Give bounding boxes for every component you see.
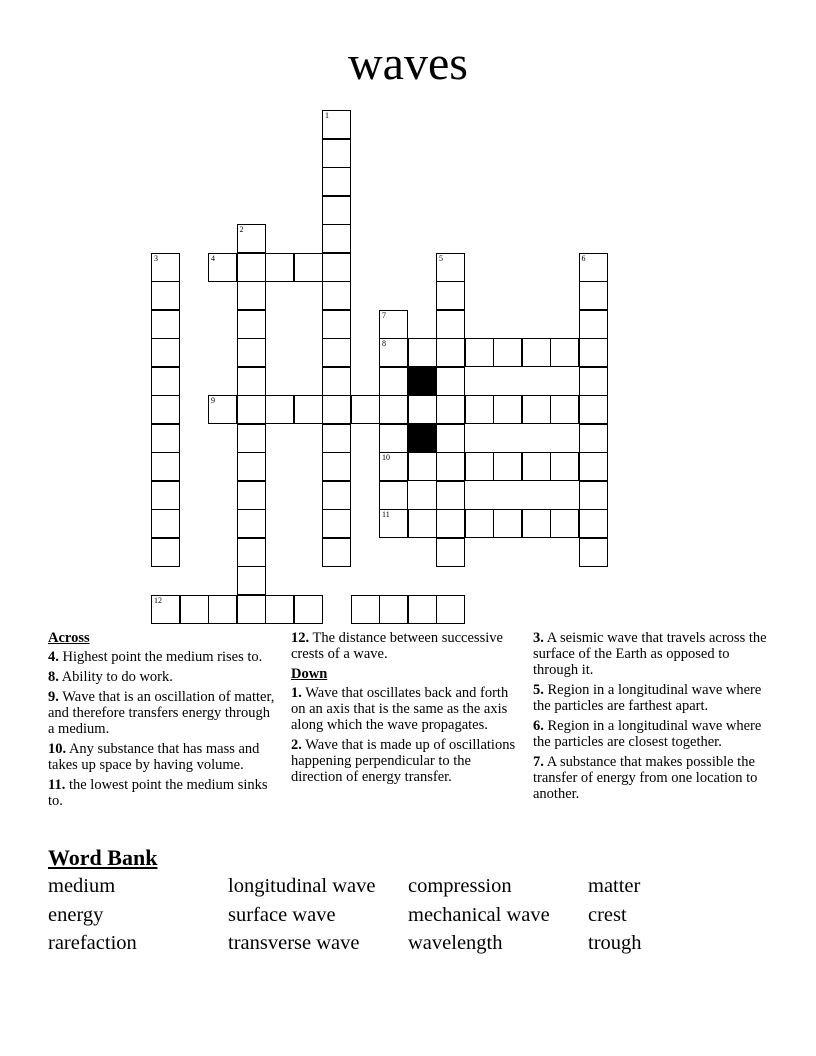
grid-cell[interactable]: [379, 452, 408, 481]
down-heading: Down: [291, 666, 328, 682]
word-bank-item: energy: [48, 903, 104, 926]
grid-cell[interactable]: [322, 338, 351, 367]
grid-cell[interactable]: [465, 452, 494, 481]
grid-cell[interactable]: [151, 509, 180, 538]
grid-cell[interactable]: [579, 509, 608, 538]
clue-across-8: [48, 669, 276, 685]
grid-cell[interactable]: [579, 281, 608, 310]
grid-cell[interactable]: [151, 281, 180, 310]
word-bank-item: medium: [48, 875, 116, 897]
grid-cell[interactable]: [579, 367, 608, 396]
word-bank-item: surface wave: [228, 903, 336, 926]
clue-text: Wave that is an oscillation of matter, and therefore transfers energy through a medium.: [48, 689, 275, 737]
clue-number-label: 12: [154, 595, 162, 605]
grid-cell[interactable]: [208, 595, 237, 624]
clue-across-4: [48, 649, 276, 665]
across-heading: Across: [48, 630, 90, 646]
grid-cell[interactable]: [436, 452, 465, 481]
clue-number: 12.: [291, 630, 310, 646]
grid-cell[interactable]: [151, 595, 180, 624]
clue-text: Region in a longitudinal wave where the particles are farthest apart.: [533, 682, 762, 714]
grid-cell[interactable]: [322, 452, 351, 481]
word-bank-item: longitudinal wave: [228, 875, 376, 897]
grid-cell[interactable]: [322, 167, 351, 196]
clues-column-3: [533, 630, 773, 806]
grid-cell[interactable]: [579, 253, 608, 282]
grid-cell[interactable]: [550, 452, 579, 481]
puzzle-title: waves: [348, 37, 468, 90]
grid-cell[interactable]: [151, 253, 180, 282]
grid-cell[interactable]: [465, 395, 494, 424]
grid-cell[interactable]: [408, 452, 437, 481]
clues-column-2: [291, 630, 519, 789]
grid-cell[interactable]: [237, 224, 266, 253]
grid-cell[interactable]: [322, 395, 351, 424]
grid-cell[interactable]: [322, 110, 351, 139]
clue-text: Wave that is made up of oscillations happening perpendicular to the direction of energy transfer.: [291, 737, 516, 785]
clue-number-label: 8: [382, 339, 386, 348]
clue-down-6: [533, 718, 773, 750]
clue-text: Any substance that has mass and takes up space by having volume.: [48, 741, 260, 773]
grid-cell[interactable]: [322, 139, 351, 168]
grid-cell[interactable]: [322, 481, 351, 510]
clue-number-label: 4: [211, 253, 215, 263]
clue-number-label: 2: [239, 225, 244, 234]
grid-cell[interactable]: [408, 509, 437, 538]
clue-text: Ability to do work.: [61, 669, 173, 685]
grid-cell[interactable]: [322, 509, 351, 538]
clue-text: the lowest point the medium sinks to.: [48, 777, 268, 809]
clue-down-1: [291, 685, 519, 733]
word-bank-item: rarefaction: [48, 932, 137, 954]
word-bank-item: matter: [588, 875, 641, 897]
grid-cell[interactable]: [237, 338, 266, 367]
clue-number: 4.: [48, 649, 59, 665]
clue-number: 8.: [48, 669, 59, 685]
clue-number-label: 7: [382, 310, 386, 320]
word-bank-item: transverse wave: [228, 932, 360, 954]
grid-cell[interactable]: [579, 310, 608, 339]
word-bank-item: mechanical wave: [408, 903, 550, 926]
grid-cell[interactable]: [322, 310, 351, 339]
grid-cell[interactable]: [237, 452, 266, 481]
grid-cell[interactable]: [208, 253, 237, 282]
grid-cell[interactable]: [579, 481, 608, 510]
grid-cell[interactable]: [294, 253, 323, 282]
grid-cell[interactable]: [408, 595, 437, 624]
grid-cell[interactable]: [237, 566, 266, 595]
grid-cell[interactable]: [550, 395, 579, 424]
clue-number: 6.: [533, 718, 544, 734]
grid-cell[interactable]: [579, 452, 608, 481]
black-square: [408, 367, 437, 396]
grid-cell[interactable]: [151, 367, 180, 396]
grid-cell[interactable]: [436, 424, 465, 453]
grid-cell[interactable]: [208, 395, 237, 424]
grid-cell[interactable]: [265, 595, 294, 624]
grid-cell[interactable]: [351, 595, 380, 624]
clue-number-label: 5: [439, 253, 443, 263]
grid-cell[interactable]: [322, 424, 351, 453]
grid-cell[interactable]: [579, 338, 608, 367]
grid-cell[interactable]: [436, 509, 465, 538]
grid-cell[interactable]: [237, 367, 266, 396]
clue-number: 9.: [48, 689, 59, 705]
grid-cell[interactable]: [237, 481, 266, 510]
grid-cell[interactable]: [550, 338, 579, 367]
grid-cell[interactable]: [522, 395, 551, 424]
clue-number-label: 6: [581, 253, 586, 263]
grid-cell[interactable]: [151, 395, 180, 424]
grid-cell[interactable]: [151, 338, 180, 367]
clue-text: Region in a longitudinal wave where the particles are closest together.: [533, 718, 762, 750]
grid-cell[interactable]: [151, 424, 180, 453]
grid-cell[interactable]: [180, 595, 209, 624]
grid-cell[interactable]: [522, 452, 551, 481]
clues-column-1: [48, 630, 276, 813]
grid-cell[interactable]: [408, 338, 437, 367]
clue-text: A seismic wave that travels across the surface of the Earth as opposed to through it.: [533, 630, 767, 678]
grid-cell[interactable]: [294, 595, 323, 624]
clue-number: 11.: [48, 777, 66, 793]
grid-cell[interactable]: [522, 509, 551, 538]
grid-cell[interactable]: [237, 538, 266, 567]
clue-down-2: [291, 737, 519, 785]
grid-cell[interactable]: [237, 281, 266, 310]
grid-cell[interactable]: [379, 595, 408, 624]
grid-cell[interactable]: [579, 395, 608, 424]
clue-text: The distance between successive crests of a wave.: [291, 630, 503, 662]
word-bank-item: crest: [588, 903, 627, 926]
grid-cell[interactable]: [322, 281, 351, 310]
grid-cell[interactable]: [436, 595, 465, 624]
grid-cell[interactable]: [436, 367, 465, 396]
grid-cell[interactable]: [379, 509, 408, 538]
clue-across-11: [48, 777, 276, 809]
clue-number-label: 11: [382, 510, 390, 519]
grid-cell[interactable]: [465, 509, 494, 538]
grid-cell[interactable]: [436, 253, 465, 282]
clue-text: A substance that makes possible the transfer of energy from one location to another.: [533, 754, 758, 802]
clue-text: Wave that oscillates back and forth on an axis that is the same as the axis along which the wave propagates.: [291, 685, 509, 733]
grid-cell[interactable]: [322, 196, 351, 225]
grid-cell[interactable]: [550, 509, 579, 538]
grid-cell[interactable]: [408, 395, 437, 424]
clue-number: 1.: [291, 685, 302, 701]
word-bank-item: wavelength: [408, 932, 503, 954]
clue-down-7: [533, 754, 773, 802]
grid-cell[interactable]: [379, 367, 408, 396]
grid-cell[interactable]: [322, 253, 351, 282]
grid-cell[interactable]: [436, 281, 465, 310]
grid-cell[interactable]: [379, 424, 408, 453]
grid-cell[interactable]: [322, 224, 351, 253]
grid-cell[interactable]: [379, 338, 408, 367]
grid-cell[interactable]: [237, 310, 266, 339]
clue-number: 2.: [291, 737, 302, 753]
clue-number: 10.: [48, 741, 67, 757]
grid-cell[interactable]: [436, 310, 465, 339]
clue-down-3: [533, 630, 773, 678]
grid-cell[interactable]: [379, 310, 408, 339]
grid-cell[interactable]: [151, 452, 180, 481]
grid-cell[interactable]: [294, 395, 323, 424]
grid-cell[interactable]: [237, 509, 266, 538]
grid-cell[interactable]: [436, 481, 465, 510]
grid-cell[interactable]: [579, 424, 608, 453]
black-square: [408, 424, 437, 453]
grid-cell[interactable]: [151, 481, 180, 510]
clue-number: 7.: [533, 754, 544, 770]
grid-cell[interactable]: [237, 595, 266, 624]
grid-cell[interactable]: [265, 395, 294, 424]
clue-text: Highest point the medium rises to.: [62, 649, 263, 665]
grid-cell[interactable]: [322, 538, 351, 567]
clue-across-10: [48, 741, 276, 773]
grid-cell[interactable]: [436, 338, 465, 367]
clue-across-12: [291, 630, 519, 662]
grid-cell[interactable]: [237, 253, 266, 282]
grid-cell[interactable]: [436, 538, 465, 567]
word-bank-title: Word Bank: [48, 845, 158, 870]
grid-cell[interactable]: [151, 538, 180, 567]
clue-number: 3.: [533, 630, 544, 646]
grid-cell[interactable]: [579, 538, 608, 567]
clue-number-label: 10: [382, 453, 390, 462]
grid-cell[interactable]: [522, 338, 551, 367]
grid-cell[interactable]: [237, 395, 266, 424]
grid-cell[interactable]: [265, 253, 294, 282]
grid-cell[interactable]: [493, 452, 522, 481]
clue-number: 5.: [533, 682, 544, 698]
clue-down-5: [533, 682, 773, 714]
word-bank: [48, 874, 768, 956]
grid-cell[interactable]: [379, 395, 408, 424]
word-bank-item: trough: [588, 932, 642, 954]
grid-cell[interactable]: [379, 481, 408, 510]
grid-cell[interactable]: [151, 310, 180, 339]
grid-cell[interactable]: [351, 395, 380, 424]
grid-cell[interactable]: [322, 367, 351, 396]
grid-cell[interactable]: [237, 424, 266, 453]
clue-across-9: [48, 689, 276, 737]
clue-number-label: 1: [325, 111, 329, 120]
clue-number-label: 9: [211, 396, 215, 405]
clue-number-label: 3: [154, 253, 158, 263]
grid-cell[interactable]: [493, 338, 522, 367]
word-bank-item: compression: [408, 875, 512, 897]
grid-cell[interactable]: [436, 395, 465, 424]
grid-cell[interactable]: [493, 509, 522, 538]
grid-cell[interactable]: [493, 395, 522, 424]
grid-cell[interactable]: [465, 338, 494, 367]
